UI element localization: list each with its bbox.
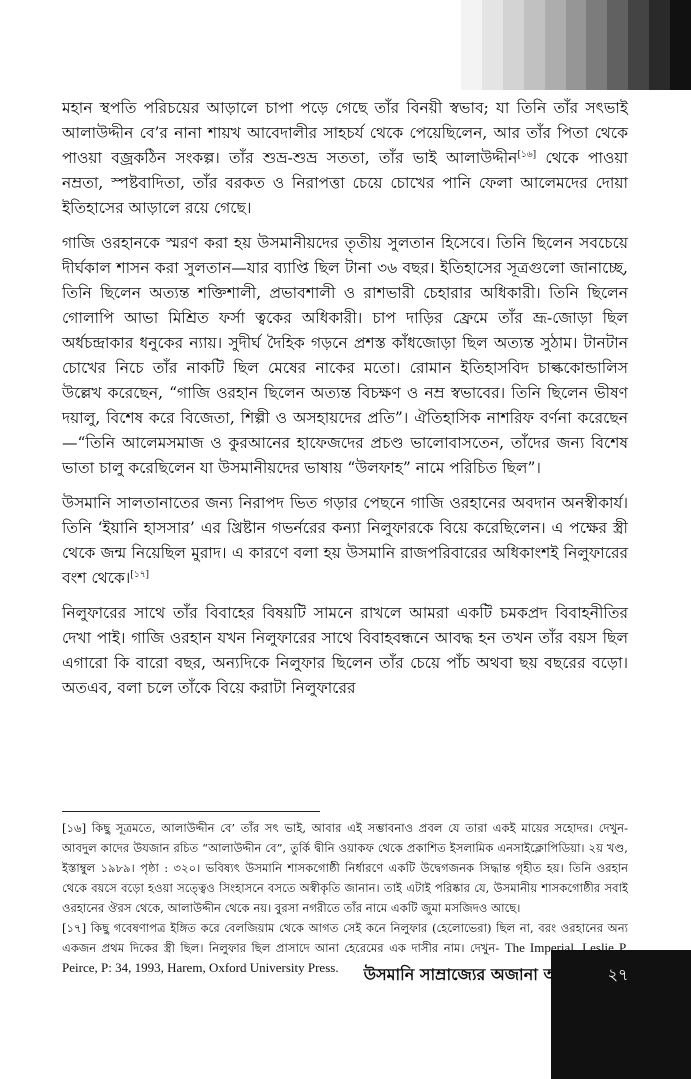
footnote-17: [১৭] কিছু গবেষণাপত্র ইঙ্গিত করে বেলজিয়াম থেকে আগত সেই কনে নিলুফার (হেলোভেরা) ছিল না, বরং ওরহানের অন্য একজন প্রথম দিকের স্ত্রী ছিল। নিলুফার ছিল প্রাসাদে আনা হেরেমের এক দাসীর নাম। দেখুন- The Imperial, Leslie P. Peirce, P: 34, 1993, Harem, Oxford University Press. [62,921,628,975]
grayscale-calibration-strip [440,0,691,90]
footnote-17-citation: The Imperial, Leslie P. Peirce, P: 34, 1993, Harem, Oxford University Press. [62,940,628,975]
paragraph-3: উসমানি সালতানাতের জন্য নিরাপদ ভিত গড়ার পেছনে গাজি ওরহানের অবদান অনস্বীকার্য। তিনি ‘ইয়ানি হাসসার’ এর খ্রিষ্টান গভর্নরের কন্যা নিলুফারকে বিয়ে করেছিলেন। এ পক্ষের স্ত্রী থেকে জন্ম নিয়েছিল মুরাদ। এ কারণে বলা হয় উসমানি রাজপরিবারের অধিকাংশই নিলুফারের বংশ থেকে।[১৭] [62,494,628,587]
paragraph-2: গাজি ওরহানকে স্মরণ করা হয় উসমানীয়দের তৃতীয় সুলতান হিসেবে। তিনি ছিলেন সবচেয়ে দীর্ঘকাল শাসন করা সুলতান—যার ব্যাপ্তি ছিল টানা ৩৬ বছর। ইতিহাসের সূত্রগুলো জানাচ্ছে, তিনি ছিলেন অত্যন্ত শক্তিশালী, প্রভাবশালী ও রাশভারী চেহারার অধিকারী। তিনি ছিলেন গোলাপি আভা মিশ্রিত ফর্সা ত্বকের অধিকারী। চাপ দাড়ির ফ্রেমে তাঁর ভ্রূ-জোড়া ছিল অর্ধচন্দ্রাকার ধনুকের ন্যায়। সুদীর্ঘ দৈহিক গড়নে প্রশস্ত কাঁধজোড়া ছিল অত্যন্ত সুঠাম। টানটান চোখের নিচে তাঁর নাকটি ছিল মেষের নাকের মতো। রোমান ইতিহাসবিদ চাল্ককোন্ডালিস উল্লেখ করেছেন, “গাজি ওরহান ছিলেন অত্যন্ত বিচক্ষণ ও নম্র স্বভাবের। তিনি ছিলেন ভীষণ দয়ালু, বিশেষ করে বিজেতা, শিল্পী ও অসহায়দের প্রতি”। ঐতিহাসিক নাশরিফ বর্ণনা করেছেন—“তিনি আলেমসমাজ ও কুরআনের হাফেজদের প্রচণ্ড ভালোবাসতেন, তাঁদের জন্য বিশেষ ভাতা চালু করেছিলেন যা উসমানীয়দের ভাষায় “উলফাহ” নামে পরিচিত ছিল”। [62,234,628,477]
paragraph-4: নিলুফারের সাথে তাঁর বিবাহের বিষয়টি সামনে রাখলে আমরা একটি চমকপ্রদ বিবাহনীতির দেখা পাই। গাজি ওরহান যখন নিলুফারের সাথে বিবাহবন্ধনে আবদ্ধ হন তখন তাঁর বয়স ছিল এগারো কি বারো বছর, অন্যদিকে নিলুফার ছিলেন তাঁর চেয়ে পাঁচ অথবা ছয় বছরের বড়ো। অতএব, বলা চলে তাঁকে বিয়ে করাটা নিলুফারের [62,604,628,697]
page-body [62,96,628,978]
footnote-divider [62,811,320,812]
page-number: ২৭ [598,960,638,990]
page-footer [0,960,691,990]
running-title: উসমানি সাম্রাজ্যের অজানা অধ্যায় [363,965,585,984]
paragraph-1: মহান স্থপতি পরিচয়ের আড়ালে চাপা পড়ে গেছে তাঁর বিনয়ী স্বভাব; যা তিনি তাঁর সৎভাই আলাউদ্দীন বে’র নানা শায়খ আবেদালীর সাহচর্য থেকে পেয়েছিলেন, আর তাঁর পিতা থেকে পাওয়া বজ্রকঠিন সংকল্প। তাঁর শুভ্র-শুভ্র সততা, তাঁর ভাই আলাউদ্দীন[১৬] থেকে পাওয়া নম্রতা, স্পষ্টবাদিতা, তাঁর বরকত ও নিরাপত্তা চেয়ে চোখের পানি ফেলা আলেমদের দোয়া ইতিহাসের আড়ালে রয়ে গেছে। [62,99,628,217]
footnote-ref-16[interactable]: [১৬] [517,149,537,160]
footnote-16: [১৬] কিছু সূত্রমতে, আলাউদ্দীন বে’ তাঁর সৎ ভাই, আবার এই সম্ভাবনাও প্রবল যে তারা একই মায়ের সহোদর। দেখুন-আবদুল কাদের উযজান রচিত “আলাউদ্দীন বে”, তুর্কি দ্বীনি ওয়াকফ থেকে প্রকাশিত ইসলামিক এনসাইক্লোপিডিয়া। ২য় খণ্ড, ইস্তাম্বুল ১৯৮৯। পৃষ্ঠা : ৩২০। ভবিষ্যৎ উসমানি শাসকগোষ্ঠী নির্ধারণে একটি উদ্বেগজনক সিদ্ধান্ত গৃহীত হয়। তিনি ওরহান থেকে বয়সে বড়ো হওয়া সত্ত্বেও সিংহাসনে বসতে অস্বীকৃতি জানান। তাই এটাই পরিষ্কার যে, উসমানীয় শাসকগোষ্ঠীর সবাই ওরহানের ঔরস থেকে, আলাউদ্দীন থেকে নয়। বুরসা নগরীতে তাঁর নামে একটি জুমা মসজিদও আছে। [62,821,628,915]
footnote-ref-17[interactable]: [১৭] [130,569,150,580]
